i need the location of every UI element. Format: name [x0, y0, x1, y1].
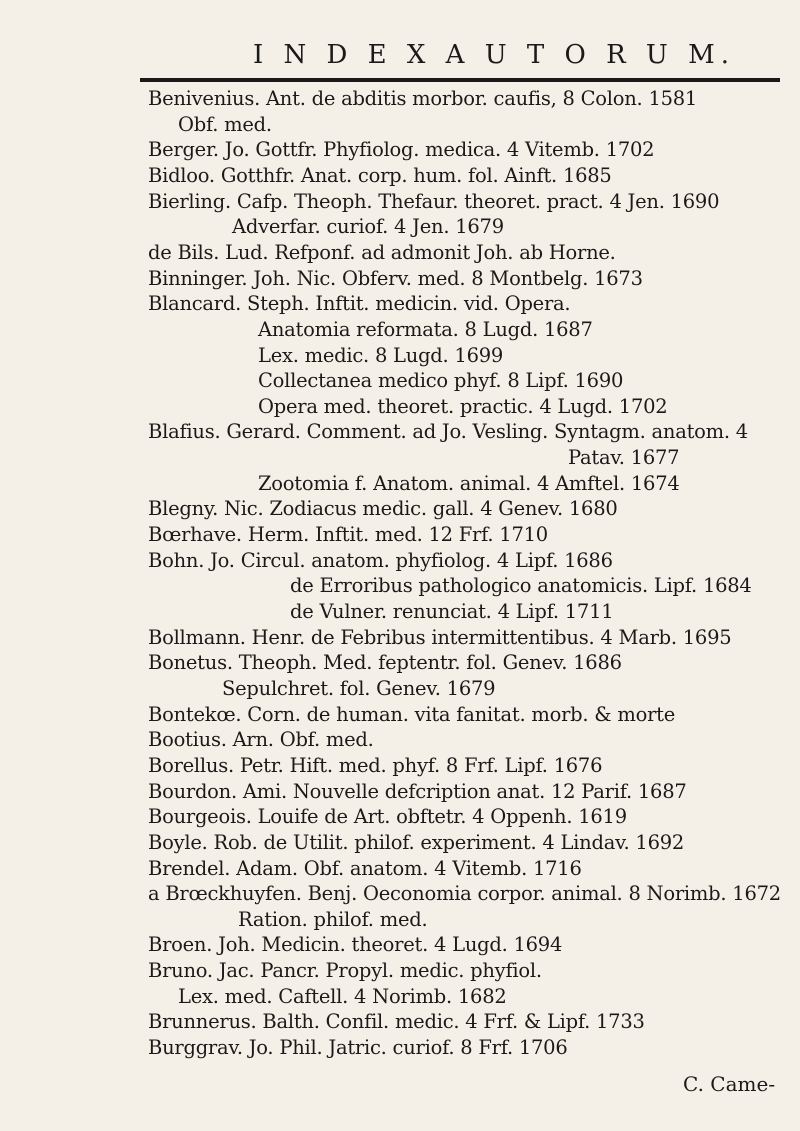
index-entry: Bootius. Arn. Obf. med. — [148, 728, 374, 752]
index-entry: Ration. philof. med. — [238, 907, 428, 931]
index-entry: Bollmann. Henr. de Febribus intermittentibus. 4 Marb. 1695 — [148, 625, 732, 649]
index-entry: a Brœckhuyfen. Benj. Oeconomia corpor. animal. 8 Norimb. 1672 — [148, 882, 781, 906]
index-entry: Lex. medic. 8 Lugd. 1699 — [258, 343, 504, 367]
index-entry: Brendel. Adam. Obf. anatom. 4 Vitemb. 1716 — [148, 856, 582, 880]
index-entry: Collectanea medico phyf. 8 Lipf. 1690 — [258, 369, 624, 393]
index-entry: Boyle. Rob. de Utilit. philof. experiment. 4 Lindav. 1692 — [148, 830, 685, 854]
index-entry: Bourdon. Ami. Nouvelle defcription anat. 12 Parif. 1687 — [148, 779, 687, 803]
index-entry: Bontekœ. Corn. de human. vita fanitat. morb. & morte — [148, 702, 676, 726]
index-entry: Bidloo. Gotthfr. Anat. corp. hum. fol. Ainft. 1685 — [148, 163, 612, 187]
catchword: C. Came- — [683, 1072, 776, 1096]
index-entry: Brunnerus. Balth. Confil. medic. 4 Frf. & Lipf. 1733 — [148, 1010, 645, 1034]
index-entry: Binninger. Joh. Nic. Obferv. med. 8 Montbelg. 1673 — [148, 266, 643, 290]
index-entry: Blegny. Nic. Zodiacus medic. gall. 4 Genev. 1680 — [148, 497, 618, 521]
index-entry: de Erroribus pathologico anatomicis. Lipf. 1684 — [290, 574, 752, 598]
index-entry: Bruno. Jac. Pancr. Propyl. medic. phyfiol. — [148, 959, 542, 983]
page-header: I N D E X A U T O R U M. — [253, 40, 735, 70]
index-entry: Sepulchret. fol. Genev. 1679 — [222, 676, 496, 700]
index-entry: de Bils. Lud. Refponf. ad admonit Joh. ab Horne. — [148, 240, 616, 264]
index-entry: Anatomia reformata. 8 Lugd. 1687 — [258, 317, 593, 341]
index-entry: Bierling. Cafp. Theoph. Thefaur. theoret. pract. 4 Jen. 1690 — [148, 189, 720, 213]
index-entry: Bonetus. Theoph. Med. feptentr. fol. Genev. 1686 — [148, 651, 622, 675]
index-entry: Lex. med. Caftell. 4 Norimb. 1682 — [178, 984, 507, 1008]
index-entry: Broen. Joh. Medicin. theoret. 4 Lugd. 1694 — [148, 933, 563, 957]
index-entry: Bœrhave. Herm. Inftit. med. 12 Frf. 1710 — [148, 523, 548, 547]
index-entry: Borellus. Petr. Hift. med. phyf. 8 Frf. Lipf. 1676 — [148, 753, 603, 777]
index-entry: Zootomia f. Anatom. animal. 4 Amftel. 1674 — [258, 471, 680, 495]
index-entry: Benivenius. Ant. de abditis morbor. caufis, 8 Colon. 1581 — [148, 87, 698, 110]
index-entry: Obf. med. — [178, 112, 272, 136]
index-entry: Bohn. Jo. Circul. anatom. phyfiolog. 4 Lipf. 1686 — [148, 548, 613, 572]
index-entry: Burggrav. Jo. Phil. Jatric. curiof. 8 Frf. 1706 — [148, 1036, 568, 1060]
index-entry: Patav. 1677 — [568, 446, 680, 470]
index-entry: Blancard. Steph. Inftit. medicin. vid. Opera. — [148, 292, 571, 316]
index-entry: Adverfar. curiof. 4 Jen. 1679 — [232, 215, 504, 239]
index-entry: Opera med. theoret. practic. 4 Lugd. 1702 — [258, 394, 668, 418]
index-entry: Blafius. Gerard. Comment. ad Jo. Vesling. Syntagm. anatom. 4 — [148, 420, 748, 444]
index-entry: Bourgeois. Louife de Art. obftetr. 4 Oppenh. 1619 — [148, 805, 627, 829]
index-entry: Berger. Jo. Gottfr. Phyfiolog. medica. 4 Vitemb. 1702 — [148, 138, 655, 162]
index-entry: de Vulner. renunciat. 4 Lipf. 1711 — [290, 600, 614, 623]
